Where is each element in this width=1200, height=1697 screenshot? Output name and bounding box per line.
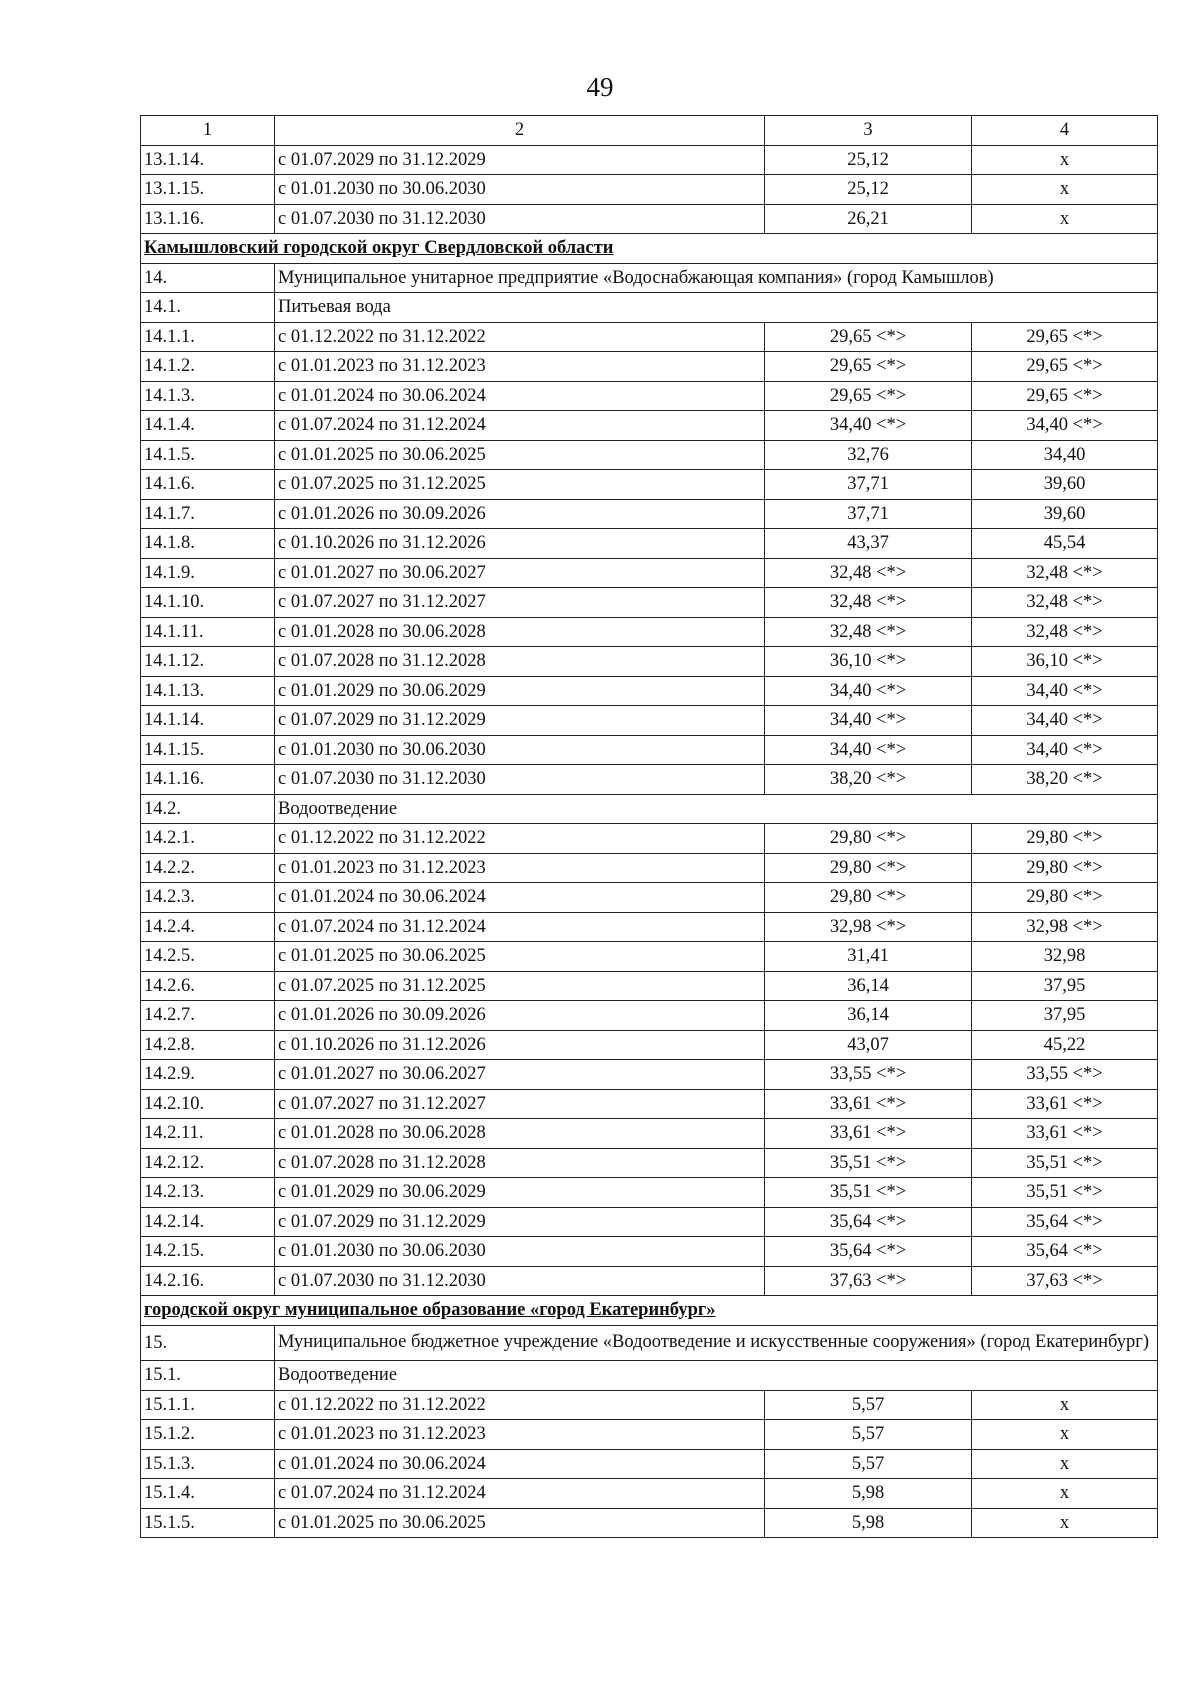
group-row xyxy=(141,263,1158,293)
table-row xyxy=(141,706,1158,736)
tariff-value-cell: 29,65 <*> xyxy=(765,322,972,352)
table-row xyxy=(141,1030,1158,1060)
period-cell: с 01.01.2023 по 31.12.2023 xyxy=(275,1420,765,1450)
tariff-value-vat-cell: х xyxy=(972,145,1158,175)
table-row xyxy=(141,1390,1158,1420)
group-row xyxy=(141,1325,1158,1361)
tariff-value-vat-cell: х xyxy=(972,204,1158,234)
table-row xyxy=(141,1148,1158,1178)
row-number-cell: 14.1.3. xyxy=(141,381,275,411)
tariff-value-cell: 37,63 <*> xyxy=(765,1266,972,1296)
row-number-cell: 14.2. xyxy=(141,794,275,824)
tariff-value-vat-cell: 29,65 <*> xyxy=(972,352,1158,382)
period-cell: с 01.01.2025 по 30.06.2025 xyxy=(275,440,765,470)
table-row xyxy=(141,912,1158,942)
group-title: Муниципальное унитарное предприятие «Водоснабжающая компания» (город Камышлов) xyxy=(275,263,1158,293)
period-cell: с 01.07.2027 по 31.12.2027 xyxy=(275,588,765,618)
tariff-value-cell: 5,98 xyxy=(765,1508,972,1538)
section-title: городской округ муниципальное образование «город Екатеринбург» xyxy=(141,1296,1158,1326)
row-number-cell: 14.1.13. xyxy=(141,676,275,706)
header-row xyxy=(141,116,1158,146)
period-cell: с 01.01.2024 по 30.06.2024 xyxy=(275,1449,765,1479)
tariff-value-cell: 35,64 <*> xyxy=(765,1207,972,1237)
period-cell: с 01.07.2030 по 31.12.2030 xyxy=(275,204,765,234)
row-number-cell: 14.2.2. xyxy=(141,853,275,883)
table-row xyxy=(141,411,1158,441)
tariff-value-vat-cell: 29,80 <*> xyxy=(972,824,1158,854)
row-number-cell: 15.1.2. xyxy=(141,1420,275,1450)
tariff-value-vat-cell: 34,40 <*> xyxy=(972,676,1158,706)
table-row xyxy=(141,883,1158,913)
tariff-value-vat-cell: 32,98 xyxy=(972,942,1158,972)
table-row xyxy=(141,381,1158,411)
row-number-cell: 15.1. xyxy=(141,1361,275,1391)
tariff-value-cell: 38,20 <*> xyxy=(765,765,972,795)
tariff-value-vat-cell: 29,65 <*> xyxy=(972,381,1158,411)
table-row xyxy=(141,765,1158,795)
row-number-cell: 14.2.15. xyxy=(141,1237,275,1267)
row-number-cell: 14.1.6. xyxy=(141,470,275,500)
row-number-cell: 14. xyxy=(141,263,275,293)
table-row xyxy=(141,529,1158,559)
row-number-cell: 14.2.10. xyxy=(141,1089,275,1119)
row-number-cell: 14.2.16. xyxy=(141,1266,275,1296)
tariff-value-vat-cell: 29,80 <*> xyxy=(972,853,1158,883)
period-cell: с 01.01.2023 по 31.12.2023 xyxy=(275,352,765,382)
period-cell: с 01.01.2024 по 30.06.2024 xyxy=(275,883,765,913)
table-row xyxy=(141,1479,1158,1509)
period-cell: с 01.07.2024 по 31.12.2024 xyxy=(275,1479,765,1509)
period-cell: с 01.12.2022 по 31.12.2022 xyxy=(275,824,765,854)
row-number-cell: 13.1.16. xyxy=(141,204,275,234)
table-row xyxy=(141,942,1158,972)
table-row xyxy=(141,1508,1158,1538)
period-cell: с 01.07.2028 по 31.12.2028 xyxy=(275,1148,765,1178)
row-number-cell: 14.2.1. xyxy=(141,824,275,854)
row-number-cell: 14.2.9. xyxy=(141,1060,275,1090)
period-cell: с 01.01.2025 по 30.06.2025 xyxy=(275,1508,765,1538)
period-cell: с 01.10.2026 по 31.12.2026 xyxy=(275,1030,765,1060)
table-row xyxy=(141,352,1158,382)
header-cell: 3 xyxy=(765,116,972,146)
row-number-cell: 14.1.12. xyxy=(141,647,275,677)
row-number-cell: 14.1. xyxy=(141,293,275,323)
tariff-value-vat-cell: 34,40 <*> xyxy=(972,735,1158,765)
tariff-table-body xyxy=(141,116,1158,1538)
tariff-value-cell: 26,21 xyxy=(765,204,972,234)
tariff-value-vat-cell: 32,48 <*> xyxy=(972,617,1158,647)
period-cell: с 01.01.2028 по 30.06.2028 xyxy=(275,1119,765,1149)
period-cell: с 01.01.2030 по 30.06.2030 xyxy=(275,1237,765,1267)
table-row xyxy=(141,971,1158,1001)
section-row xyxy=(141,234,1158,264)
row-number-cell: 14.2.11. xyxy=(141,1119,275,1149)
tariff-value-cell: 25,12 xyxy=(765,175,972,205)
tariff-value-cell: 5,57 xyxy=(765,1390,972,1420)
table-row xyxy=(141,617,1158,647)
tariff-value-vat-cell: 33,61 <*> xyxy=(972,1119,1158,1149)
tariff-table xyxy=(140,115,1158,1538)
table-row xyxy=(141,735,1158,765)
row-number-cell: 14.2.12. xyxy=(141,1148,275,1178)
tariff-value-cell: 31,41 xyxy=(765,942,972,972)
period-cell: с 01.01.2026 по 30.09.2026 xyxy=(275,1001,765,1031)
tariff-value-cell: 32,48 <*> xyxy=(765,588,972,618)
tariff-value-cell: 33,55 <*> xyxy=(765,1060,972,1090)
row-number-cell: 14.1.4. xyxy=(141,411,275,441)
row-number-cell: 14.2.14. xyxy=(141,1207,275,1237)
tariff-value-cell: 37,71 xyxy=(765,499,972,529)
group-title: Водоотведение xyxy=(275,1361,1158,1391)
table-row xyxy=(141,322,1158,352)
period-cell: с 01.07.2024 по 31.12.2024 xyxy=(275,912,765,942)
group-row xyxy=(141,1361,1158,1391)
table-row xyxy=(141,676,1158,706)
period-cell: с 01.07.2025 по 31.12.2025 xyxy=(275,470,765,500)
row-number-cell: 15. xyxy=(141,1325,275,1361)
tariff-value-vat-cell: 29,65 <*> xyxy=(972,322,1158,352)
tariff-value-cell: 32,48 <*> xyxy=(765,617,972,647)
table-row xyxy=(141,1119,1158,1149)
table-row xyxy=(141,824,1158,854)
table-row xyxy=(141,1449,1158,1479)
period-cell: с 01.01.2024 по 30.06.2024 xyxy=(275,381,765,411)
table-row xyxy=(141,145,1158,175)
table-row xyxy=(141,853,1158,883)
row-number-cell: 14.1.10. xyxy=(141,588,275,618)
tariff-value-cell: 33,61 <*> xyxy=(765,1119,972,1149)
table-row xyxy=(141,1420,1158,1450)
table-row xyxy=(141,1089,1158,1119)
tariff-value-cell: 29,80 <*> xyxy=(765,883,972,913)
tariff-value-cell: 5,57 xyxy=(765,1420,972,1450)
tariff-value-cell: 25,12 xyxy=(765,145,972,175)
row-number-cell: 14.1.15. xyxy=(141,735,275,765)
tariff-value-cell: 36,14 xyxy=(765,1001,972,1031)
tariff-value-vat-cell: 37,63 <*> xyxy=(972,1266,1158,1296)
table-row xyxy=(141,1060,1158,1090)
header-cell: 4 xyxy=(972,116,1158,146)
tariff-value-cell: 36,10 <*> xyxy=(765,647,972,677)
tariff-value-cell: 43,37 xyxy=(765,529,972,559)
tariff-value-vat-cell: х xyxy=(972,175,1158,205)
table-row xyxy=(141,1001,1158,1031)
tariff-value-cell: 43,07 xyxy=(765,1030,972,1060)
row-number-cell: 14.2.3. xyxy=(141,883,275,913)
row-number-cell: 15.1.4. xyxy=(141,1479,275,1509)
period-cell: с 01.07.2025 по 31.12.2025 xyxy=(275,971,765,1001)
row-number-cell: 15.1.3. xyxy=(141,1449,275,1479)
period-cell: с 01.07.2030 по 31.12.2030 xyxy=(275,1266,765,1296)
tariff-value-vat-cell: х xyxy=(972,1479,1158,1509)
row-number-cell: 14.2.8. xyxy=(141,1030,275,1060)
table-row xyxy=(141,1178,1158,1208)
period-cell: с 01.01.2029 по 30.06.2029 xyxy=(275,1178,765,1208)
period-cell: с 01.07.2027 по 31.12.2027 xyxy=(275,1089,765,1119)
table-row xyxy=(141,1207,1158,1237)
row-number-cell: 14.1.8. xyxy=(141,529,275,559)
period-cell: с 01.12.2022 по 31.12.2022 xyxy=(275,1390,765,1420)
group-row xyxy=(141,794,1158,824)
row-number-cell: 14.1.5. xyxy=(141,440,275,470)
table-row xyxy=(141,440,1158,470)
tariff-value-vat-cell: х xyxy=(972,1390,1158,1420)
tariff-value-vat-cell: 35,64 <*> xyxy=(972,1207,1158,1237)
tariff-value-vat-cell: х xyxy=(972,1449,1158,1479)
group-row xyxy=(141,293,1158,323)
period-cell: с 01.07.2030 по 31.12.2030 xyxy=(275,765,765,795)
tariff-value-vat-cell: 34,40 <*> xyxy=(972,706,1158,736)
group-title: Водоотведение xyxy=(275,794,1158,824)
group-title: Питьевая вода xyxy=(275,293,1158,323)
tariff-value-cell: 34,40 <*> xyxy=(765,706,972,736)
period-cell: с 01.01.2029 по 30.06.2029 xyxy=(275,676,765,706)
tariff-value-vat-cell: 34,40 xyxy=(972,440,1158,470)
tariff-value-cell: 35,64 <*> xyxy=(765,1237,972,1267)
period-cell: с 01.07.2029 по 31.12.2029 xyxy=(275,145,765,175)
tariff-value-vat-cell: 35,64 <*> xyxy=(972,1237,1158,1267)
tariff-value-cell: 5,57 xyxy=(765,1449,972,1479)
tariff-value-cell: 32,48 <*> xyxy=(765,558,972,588)
table-row xyxy=(141,470,1158,500)
period-cell: с 01.01.2026 по 30.09.2026 xyxy=(275,499,765,529)
row-number-cell: 14.1.2. xyxy=(141,352,275,382)
period-cell: с 01.07.2029 по 31.12.2029 xyxy=(275,1207,765,1237)
row-number-cell: 14.1.7. xyxy=(141,499,275,529)
period-cell: с 01.01.2030 по 30.06.2030 xyxy=(275,175,765,205)
group-title: Муниципальное бюджетное учреждение «Водоотведение и искусственные сооружения» (город Екатеринбург) xyxy=(275,1325,1158,1361)
row-number-cell: 14.2.13. xyxy=(141,1178,275,1208)
header-cell: 2 xyxy=(275,116,765,146)
period-cell: с 01.10.2026 по 31.12.2026 xyxy=(275,529,765,559)
period-cell: с 01.01.2027 по 30.06.2027 xyxy=(275,1060,765,1090)
tariff-value-vat-cell: 35,51 <*> xyxy=(972,1148,1158,1178)
tariff-value-cell: 29,65 <*> xyxy=(765,381,972,411)
row-number-cell: 13.1.14. xyxy=(141,145,275,175)
tariff-value-cell: 29,65 <*> xyxy=(765,352,972,382)
row-number-cell: 14.1.11. xyxy=(141,617,275,647)
row-number-cell: 14.1.16. xyxy=(141,765,275,795)
tariff-value-vat-cell: 33,55 <*> xyxy=(972,1060,1158,1090)
tariff-value-vat-cell: 32,48 <*> xyxy=(972,558,1158,588)
tariff-value-cell: 5,98 xyxy=(765,1479,972,1509)
period-cell: с 01.01.2023 по 31.12.2023 xyxy=(275,853,765,883)
tariff-value-vat-cell: 32,48 <*> xyxy=(972,588,1158,618)
row-number-cell: 14.2.5. xyxy=(141,942,275,972)
tariff-value-vat-cell: 39,60 xyxy=(972,470,1158,500)
tariff-value-cell: 34,40 <*> xyxy=(765,735,972,765)
tariff-value-vat-cell: 32,98 <*> xyxy=(972,912,1158,942)
period-cell: с 01.07.2028 по 31.12.2028 xyxy=(275,647,765,677)
tariff-value-vat-cell: 35,51 <*> xyxy=(972,1178,1158,1208)
row-number-cell: 15.1.1. xyxy=(141,1390,275,1420)
tariff-value-vat-cell: 34,40 <*> xyxy=(972,411,1158,441)
table-row xyxy=(141,499,1158,529)
period-cell: с 01.01.2025 по 30.06.2025 xyxy=(275,942,765,972)
period-cell: с 01.07.2029 по 31.12.2029 xyxy=(275,706,765,736)
tariff-value-cell: 35,51 <*> xyxy=(765,1148,972,1178)
section-title: Камышловский городской округ Свердловской области xyxy=(141,234,1158,264)
table-row xyxy=(141,175,1158,205)
row-number-cell: 13.1.15. xyxy=(141,175,275,205)
tariff-value-vat-cell: 37,95 xyxy=(972,971,1158,1001)
table-row xyxy=(141,204,1158,234)
tariff-value-vat-cell: 45,54 xyxy=(972,529,1158,559)
period-cell: с 01.01.2027 по 30.06.2027 xyxy=(275,558,765,588)
tariff-value-cell: 32,98 <*> xyxy=(765,912,972,942)
row-number-cell: 15.1.5. xyxy=(141,1508,275,1538)
tariff-value-vat-cell: 29,80 <*> xyxy=(972,883,1158,913)
tariff-value-cell: 29,80 <*> xyxy=(765,824,972,854)
table-row xyxy=(141,1266,1158,1296)
page-number: 49 xyxy=(586,72,614,102)
period-cell: с 01.07.2024 по 31.12.2024 xyxy=(275,411,765,441)
tariff-value-vat-cell: 45,22 xyxy=(972,1030,1158,1060)
period-cell: с 01.12.2022 по 31.12.2022 xyxy=(275,322,765,352)
row-number-cell: 14.2.7. xyxy=(141,1001,275,1031)
table-row xyxy=(141,647,1158,677)
period-cell: с 01.01.2028 по 30.06.2028 xyxy=(275,617,765,647)
row-number-cell: 14.1.14. xyxy=(141,706,275,736)
tariff-value-cell: 35,51 <*> xyxy=(765,1178,972,1208)
row-number-cell: 14.2.6. xyxy=(141,971,275,1001)
tariff-value-cell: 34,40 <*> xyxy=(765,676,972,706)
row-number-cell: 14.1.9. xyxy=(141,558,275,588)
tariff-value-vat-cell: 39,60 xyxy=(972,499,1158,529)
table-row xyxy=(141,588,1158,618)
tariff-value-cell: 33,61 <*> xyxy=(765,1089,972,1119)
tariff-value-cell: 36,14 xyxy=(765,971,972,1001)
tariff-value-vat-cell: 33,61 <*> xyxy=(972,1089,1158,1119)
tariff-value-cell: 29,80 <*> xyxy=(765,853,972,883)
tariff-value-cell: 34,40 <*> xyxy=(765,411,972,441)
tariff-value-cell: 32,76 xyxy=(765,440,972,470)
table-row xyxy=(141,558,1158,588)
tariff-value-vat-cell: х xyxy=(972,1508,1158,1538)
period-cell: с 01.01.2030 по 30.06.2030 xyxy=(275,735,765,765)
table-row xyxy=(141,1237,1158,1267)
row-number-cell: 14.2.4. xyxy=(141,912,275,942)
tariff-value-vat-cell: 38,20 <*> xyxy=(972,765,1158,795)
tariff-value-cell: 37,71 xyxy=(765,470,972,500)
header-cell: 1 xyxy=(141,116,275,146)
tariff-value-vat-cell: х xyxy=(972,1420,1158,1450)
tariff-value-vat-cell: 37,95 xyxy=(972,1001,1158,1031)
tariff-value-vat-cell: 36,10 <*> xyxy=(972,647,1158,677)
section-row xyxy=(141,1296,1158,1326)
row-number-cell: 14.1.1. xyxy=(141,322,275,352)
